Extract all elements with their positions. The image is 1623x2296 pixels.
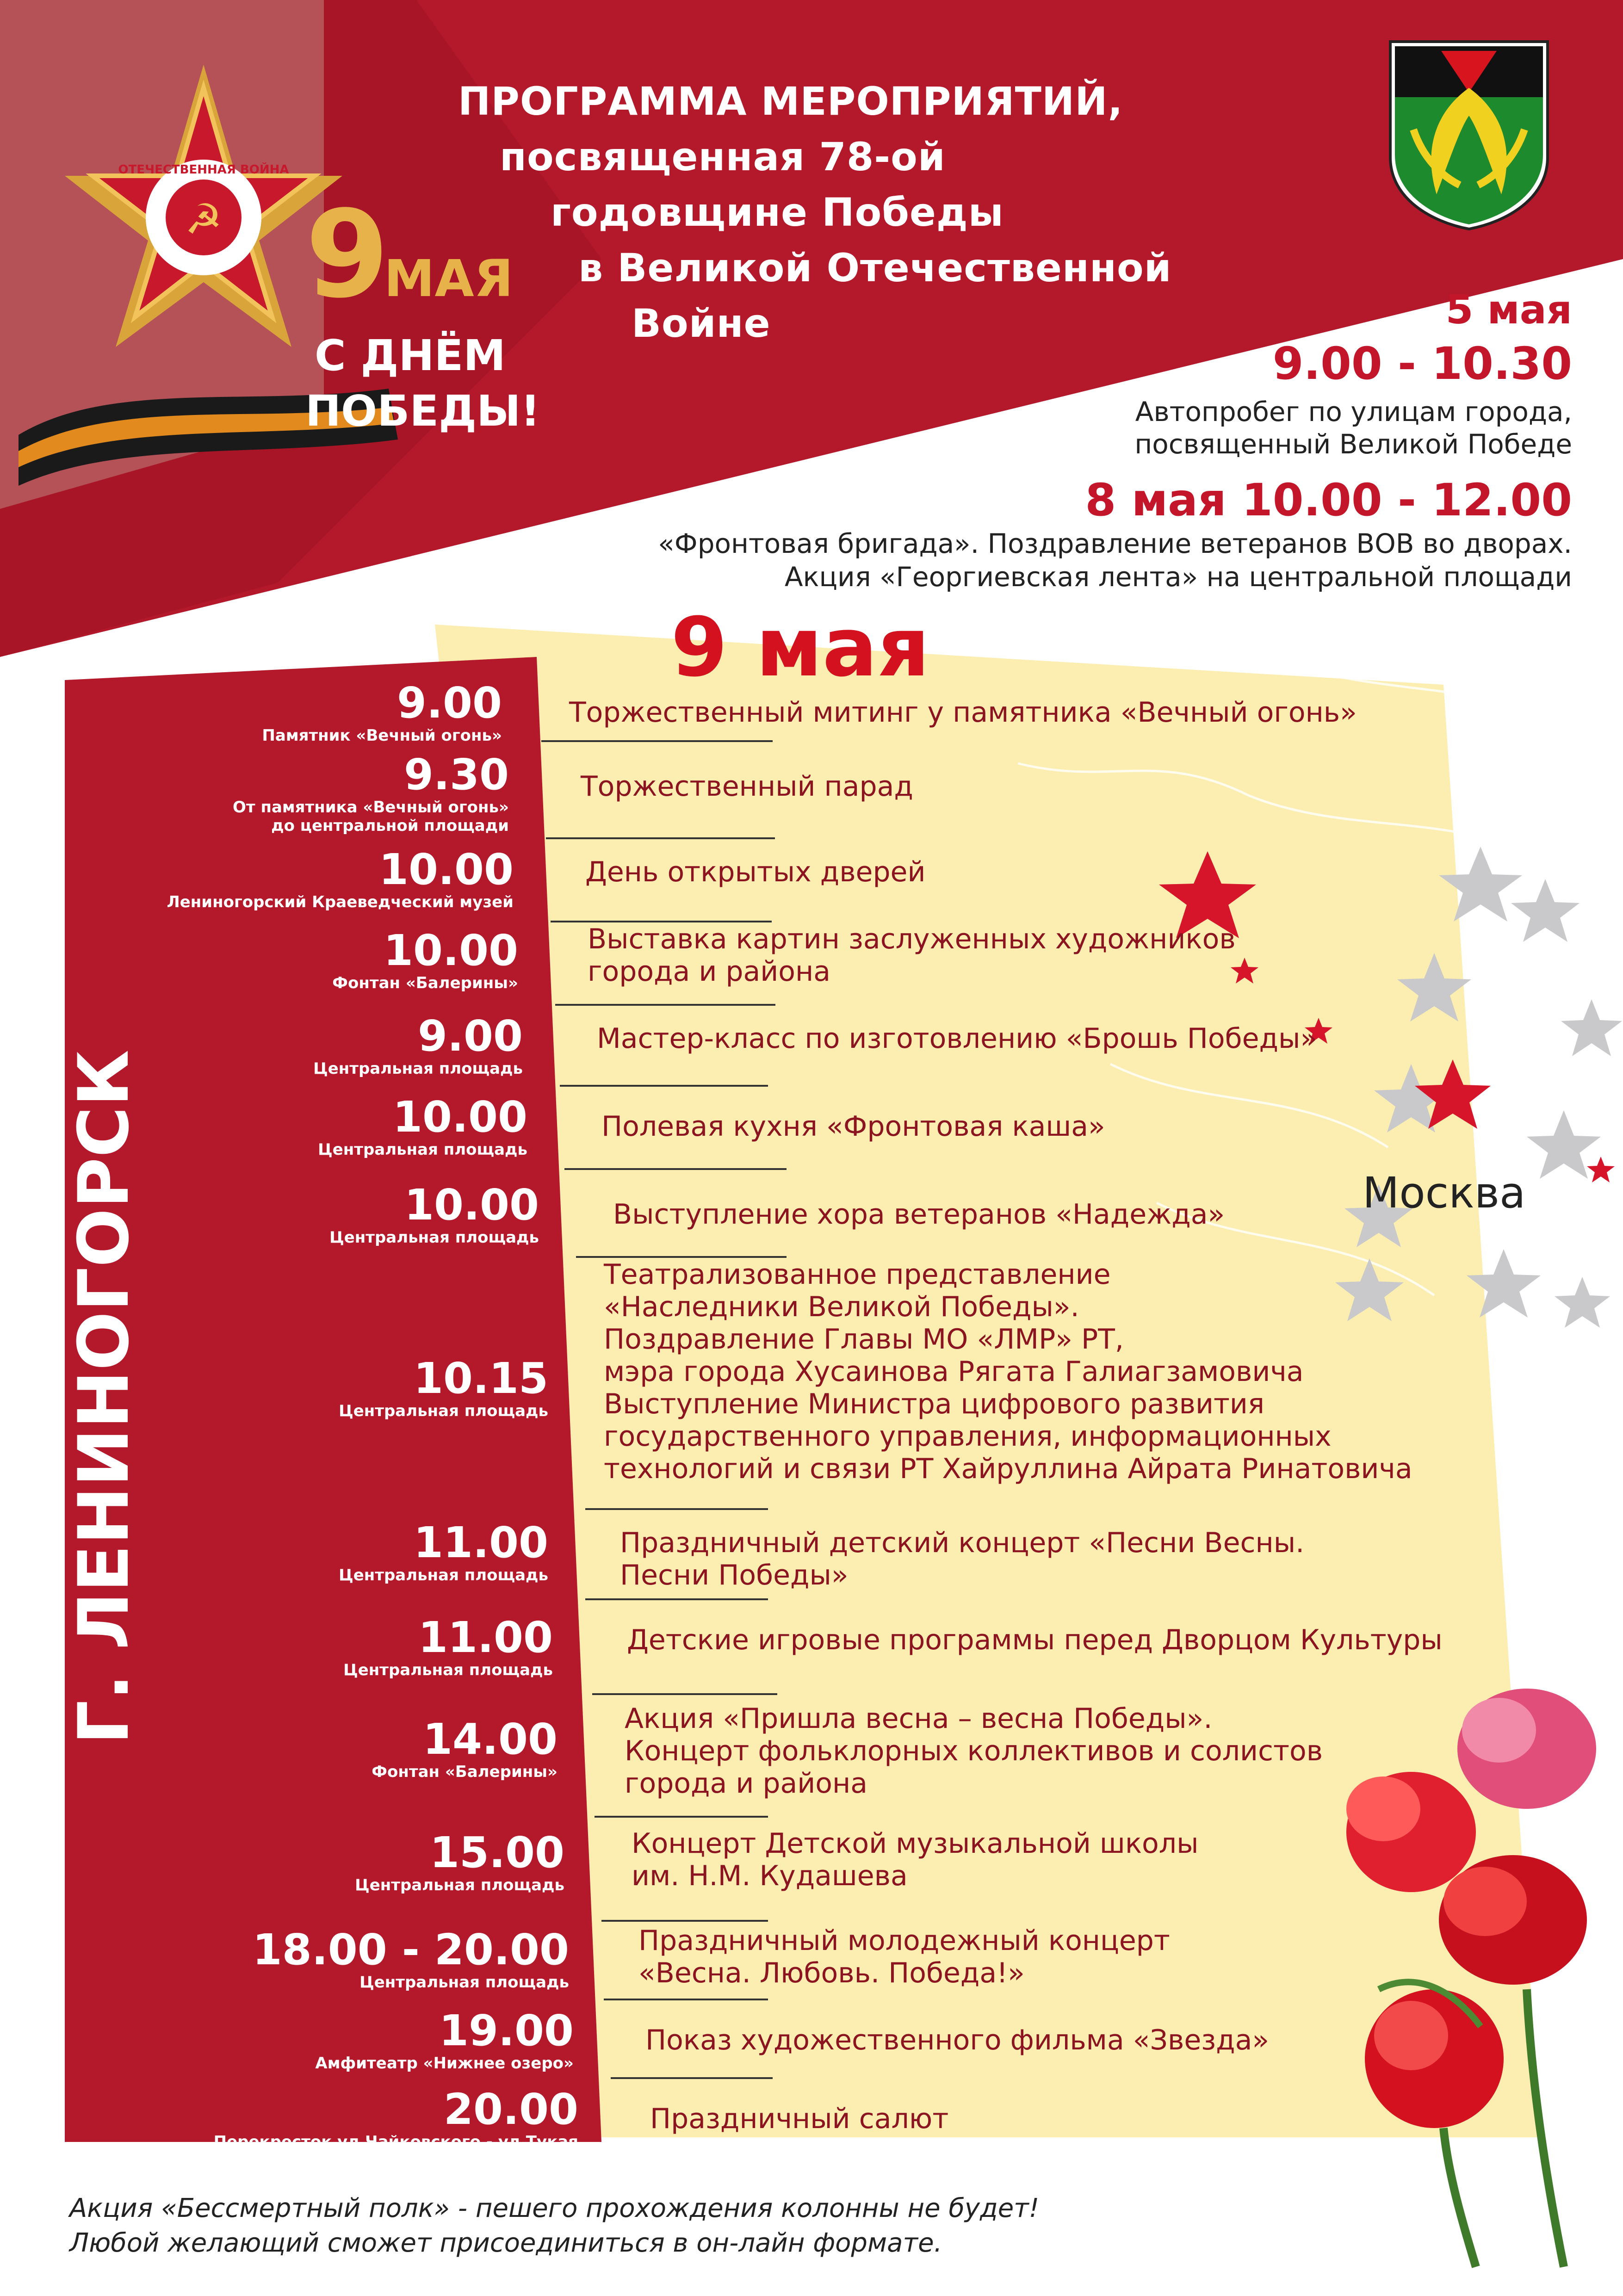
schedule-time: 18.00 - 20.00 [252, 1925, 569, 1974]
schedule-place: Перекресток ул.Чайковского - ул.Тукая [213, 2133, 578, 2151]
pre-event-1-date: 5 мая [1445, 287, 1572, 333]
schedule-separator [611, 2077, 773, 2079]
schedule-event-text: города и района [625, 1767, 867, 1800]
schedule-event-text: Поздравление Главы МО «ЛМР» РТ, [604, 1323, 1124, 1355]
program-title-line-1: ПРОГРАММА МЕРОПРИЯТИЙ, [458, 79, 1123, 124]
schedule-separator [592, 1693, 777, 1695]
footnote-line-2: Любой желающий сможет присоединиться в он-лайн формате. [69, 2228, 942, 2258]
pre-event-1-line-1: Автопробег по улицам города, [1135, 396, 1572, 427]
schedule-event-text: Торжественный парад [581, 770, 913, 803]
day-heading: 9 мая [671, 600, 930, 695]
schedule-time: 10.15 [413, 1354, 548, 1403]
schedule-time: 20.00 [443, 2085, 578, 2134]
program-title-line-4: в Великой Отечественной [578, 245, 1172, 291]
schedule-time: 10.00 [378, 845, 514, 894]
schedule-time: 9.00 [397, 678, 502, 728]
pre-event-2-line-1: «Фронтовая бригада». Поздравление ветеранов ВОВ во дворах. [658, 528, 1572, 559]
schedule-place: Центральная площадь [339, 1402, 548, 1420]
schedule-place: Центральная площадь [339, 1566, 548, 1584]
pre-event-1-time: 9.00 - 10.30 [1272, 338, 1572, 390]
program-title-line-2: посвященная 78-ой [500, 134, 946, 179]
pre-event-1-line-2: посвященный Великой Победе [1134, 428, 1572, 460]
schedule-event-text: им. Н.М. Кудашева [632, 1860, 908, 1892]
schedule-separator [576, 1256, 787, 1258]
schedule-separator [551, 921, 772, 922]
schedule-event-text: Праздничный салют [650, 2103, 949, 2135]
schedule-event-text: Песни Победы» [620, 1559, 849, 1591]
schedule-separator [601, 1920, 768, 1922]
schedule-place: Центральная площадь [313, 1059, 523, 1078]
map-label-moscow: Москва [1363, 1168, 1526, 1218]
schedule-event-text: Праздничный молодежный концерт [638, 1925, 1170, 1957]
schedule-event-text: Концерт фольклорных коллективов и солистов [625, 1735, 1323, 1767]
schedule-time: 10.00 [404, 1180, 539, 1230]
schedule-event-text: День открытых дверей [585, 856, 926, 888]
schedule-place: Центральная площадь [359, 1973, 569, 1992]
schedule-event-text: Концерт Детской музыкальной школы [632, 1827, 1199, 1860]
schedule-separator [555, 1004, 775, 1006]
pre-event-2-line-2: Акция «Георгиевская лента» на центральной площади [784, 561, 1572, 593]
schedule-event-text: Детские игровые программы перед Дворцом Культуры [627, 1624, 1443, 1656]
victory-order-emblem [19, 56, 574, 518]
schedule-event-text: Мастер-класс по изготовлению «Брошь Победы» [597, 1022, 1318, 1055]
schedule-time: 11.00 [413, 1518, 548, 1567]
schedule-place: Фонтан «Балерины» [372, 1763, 558, 1781]
schedule-separator [564, 1168, 787, 1170]
hammer-sickle-icon: ☭ [185, 195, 223, 244]
schedule-time: 14.00 [422, 1714, 558, 1764]
program-title-line-3: годовщине Победы [551, 190, 1004, 235]
schedule-place: Памятник «Вечный огонь» [262, 726, 502, 745]
emblem-date-word: МАЯ [384, 249, 514, 308]
schedule-event-text: Акция «Пришла весна – весна Победы». [625, 1702, 1213, 1735]
schedule-event-text: Праздничный детский концерт «Песни Весны. [620, 1527, 1305, 1559]
star-inscription: ОТЕЧЕСТВЕННАЯ ВОЙНА [118, 163, 289, 177]
schedule-event-text: «Весна. Любовь. Победа!» [638, 1957, 1025, 1989]
schedule-event-text: мэра города Хусаинова Рягата Галиагзамовича [604, 1355, 1304, 1388]
schedule-event-text: технологий и связи РТ Хайруллина Айрата Ринатовича [604, 1453, 1412, 1485]
schedule-separator [585, 1598, 768, 1600]
schedule-event-text: «Наследники Великой Победы». [604, 1291, 1079, 1323]
schedule-separator [595, 1816, 768, 1818]
schedule-time: 10.00 [392, 1092, 527, 1142]
schedule-event-text: Театрализованное представление [604, 1258, 1111, 1291]
schedule-place: Центральная площадь [343, 1661, 553, 1679]
footnote-line-1: Акция «Бессмертный полк» - пешего прохождения колонны не будет! [69, 2193, 1040, 2223]
schedule-place: Центральная площадь [355, 1876, 564, 1894]
emblem-greeting-1: С ДНЁМ [315, 331, 506, 380]
schedule-separator [541, 740, 773, 742]
schedule-separator [546, 837, 775, 839]
schedule-event-text: государственного управления, информационных [604, 1420, 1332, 1453]
schedule-separator [604, 1999, 768, 2000]
schedule-place: Фонтан «Балерины» [332, 974, 518, 992]
schedule-event-text: Выставка картин заслуженных художников [588, 923, 1236, 955]
city-label: Г. ЛЕНИНОГОРСК [64, 1050, 144, 1745]
schedule-time: 9.30 [404, 750, 509, 799]
schedule-place: до центральной площади [271, 817, 509, 835]
schedule-event-text: Показ художественного фильма «Звезда» [645, 2024, 1270, 2056]
program-title-line-5: Войне [632, 301, 771, 346]
schedule-place: Центральная площадь [318, 1140, 527, 1159]
schedule-event-text: Торжественный митинг у памятника «Вечный огонь» [569, 696, 1357, 729]
schedule-separator [560, 1085, 768, 1087]
emblem-date-number: 9 [305, 185, 389, 325]
pre-event-2-datetime: 8 мая 10.00 - 12.00 [1085, 474, 1572, 526]
schedule-time: 19.00 [439, 2006, 574, 2055]
schedule-time: 10.00 [383, 926, 518, 975]
schedule-place: Лениногорский Краеведческий музей [167, 893, 514, 911]
schedule-place: Центральная площадь [329, 1228, 539, 1247]
schedule-time: 9.00 [418, 1011, 523, 1061]
schedule-separator [585, 1508, 768, 1510]
schedule-event-text: Полевая кухня «Фронтовая каша» [601, 1110, 1105, 1143]
schedule-time: 11.00 [418, 1613, 553, 1662]
schedule-event-text: города и района [588, 955, 830, 988]
schedule-event-text: Выступление хора ветеранов «Надежда» [613, 1198, 1225, 1231]
coat-of-arms-icon [1386, 37, 1552, 231]
schedule-event-text: Выступление Министра цифрового развития [604, 1388, 1264, 1420]
emblem-greeting-2: ПОБЕДЫ! [305, 386, 540, 436]
schedule-time: 15.00 [429, 1828, 564, 1877]
schedule-place: От памятника «Вечный огонь» [233, 798, 509, 817]
schedule-place: Амфитеатр «Нижнее озеро» [315, 2054, 574, 2073]
